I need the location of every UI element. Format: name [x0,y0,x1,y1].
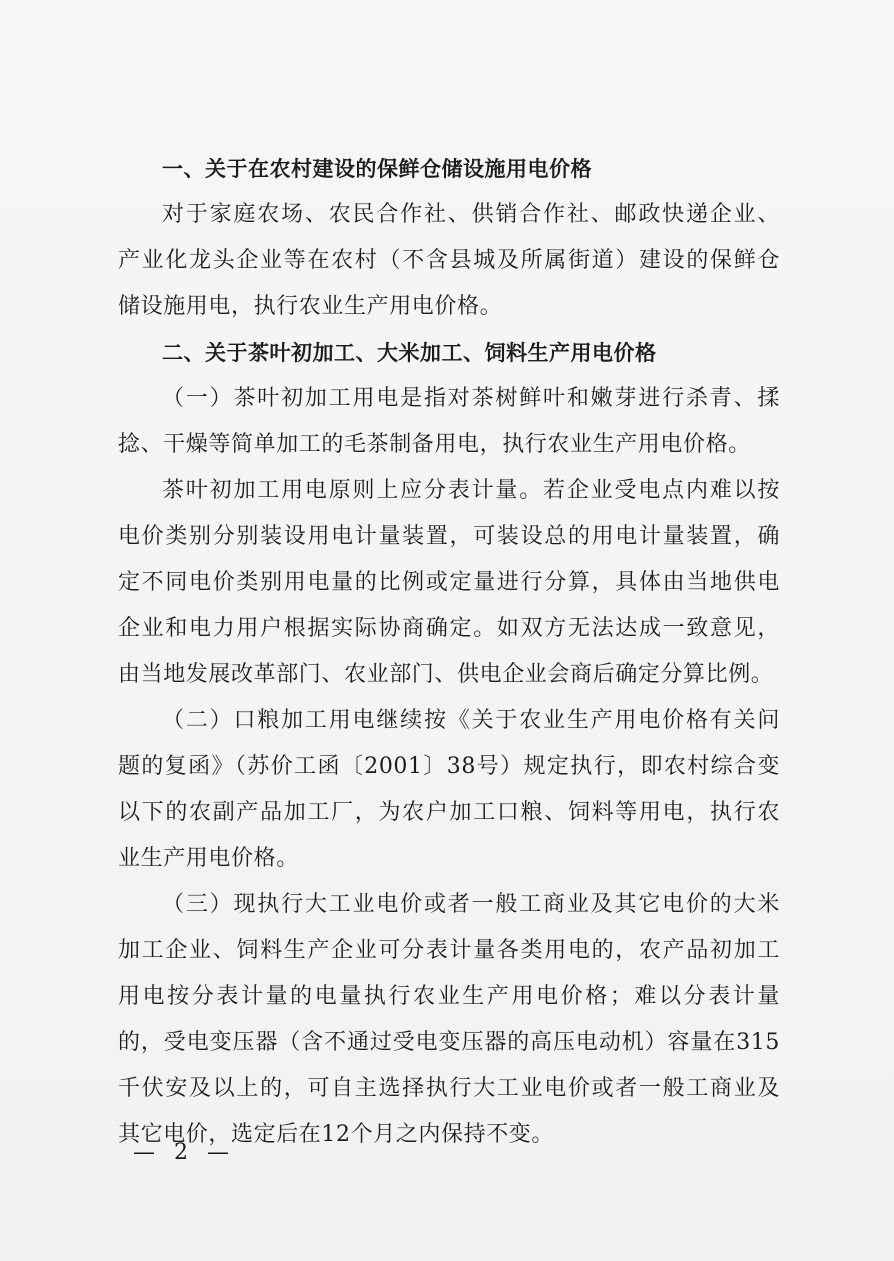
section-heading-1: 一、关于在农村建设的保鲜仓储设施用电价格 [162,157,592,181]
text-line: 题的复函》（苏价工函〔2001〕38号）规定执行，即农村综合变 [118,754,780,779]
text-line: 由当地发展改革部门、农业部门、供电企业会商后确定分算比例。 [118,662,774,687]
section-2-paragraph-1 [118,376,780,468]
section-2-paragraph-4 [118,882,780,1158]
text-line: 加工企业、饲料生产企业可分表计量各类用电的，农产品初加工 [118,938,780,963]
text-line: 业生产用电价格。 [118,846,299,871]
text-line: 企业和电力用户根据实际协商确定。如双方无法达成一致意见， [118,616,780,641]
section-1-paragraph-1 [118,192,780,330]
text-line: 其它电价，选定后在12个月之内保持不变。 [118,1122,554,1147]
text-line: 对于家庭农场、农民合作社、供销合作社、邮政快递企业、 [162,202,780,227]
document-body [118,146,780,1158]
section-heading-2: 二、关于茶叶初加工、大米加工、饲料生产用电价格 [162,341,657,365]
text-line: （三）现执行大工业电价或者一般工商业及其它电价的大米 [162,892,780,917]
text-line: 产业化龙头企业等在农村（不含县城及所属街道）建设的保鲜仓 [118,248,780,273]
text-line: 的，受电变压器（含不通过受电变压器的高压电动机）容量在315 [118,1030,780,1055]
text-line: 用电按分表计量的电量执行农业生产用电价格；难以分表计量 [118,984,780,1009]
text-line: 定不同电价类别用电量的比例或定量进行分算，具体由当地供电 [118,570,780,595]
text-line: 捻、干燥等简单加工的毛茶制备用电，执行农业生产用电价格。 [118,432,751,457]
text-line: 储设施用电，执行农业生产用电价格。 [118,294,503,319]
text-line: 茶叶初加工用电原则上应分表计量。若企业受电点内难以按 [162,478,780,503]
page-number: — 2 — [133,1140,235,1165]
text-line: （一）茶叶初加工用电是指对茶树鲜叶和嫩芽进行杀青、揉 [162,386,780,411]
text-line: 电价类别分别装设用电计量装置，可装设总的用电计量装置，确 [118,524,780,549]
text-line: 以下的农副产品加工厂，为农户加工口粮、饲料等用电，执行农 [118,800,780,825]
text-line: （二）口粮加工用电继续按《关于农业生产用电价格有关问 [162,708,780,733]
section-2-paragraph-2 [118,468,780,698]
text-line: 千伏安及以上的，可自主选择执行大工业电价或者一般工商业及 [118,1076,780,1101]
section-2-paragraph-3 [118,698,780,882]
